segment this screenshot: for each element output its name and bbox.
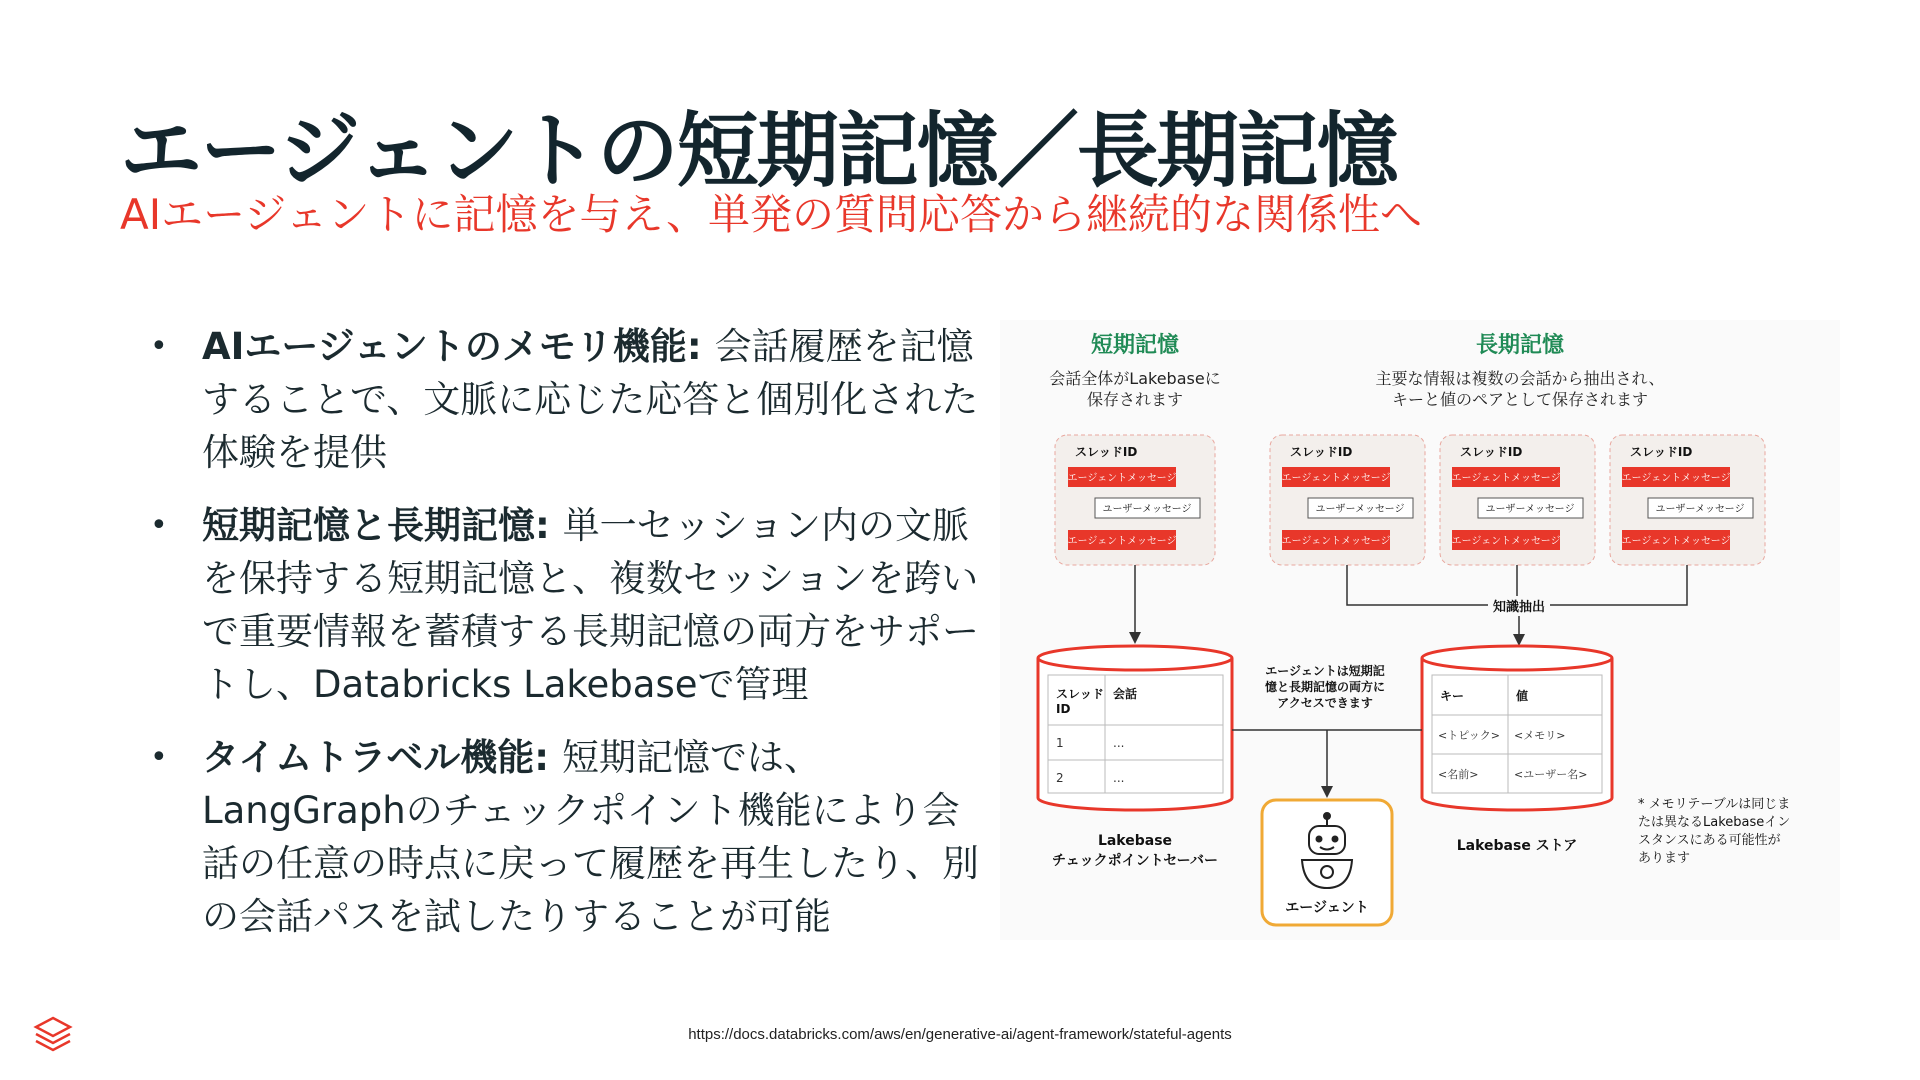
table-cell: 1 xyxy=(1056,736,1064,750)
user-message-label: ユーザーメッセージ xyxy=(1655,504,1745,515)
bullet-list xyxy=(150,320,990,963)
access-note-line: エージェントは短期記 xyxy=(1265,664,1385,678)
long-term-desc-line2: キーと値のペアとして保存されます xyxy=(1391,390,1649,409)
table-header: スレッド xyxy=(1056,687,1104,701)
agent-message-label: エージェントメッセージ xyxy=(1281,536,1391,547)
bullet-dot-icon: • xyxy=(150,740,168,775)
agent-message-label: エージェントメッセージ xyxy=(1621,536,1731,547)
table-header: キー xyxy=(1440,689,1465,703)
long-term-desc-line1: 主要な情報は複数の会話から抽出され、 xyxy=(1375,369,1665,388)
user-message-label: ユーザーメッセージ xyxy=(1315,504,1405,515)
extract-label: 知識抽出 xyxy=(1492,600,1546,615)
table-cell: <トピック> xyxy=(1438,729,1500,742)
checkpoint-name-line2: チェックポイントセーバー xyxy=(1052,853,1218,869)
table-cell: <メモリ> xyxy=(1514,729,1566,742)
footnote-line: * メモリテーブルは同じま xyxy=(1638,797,1791,812)
thread-box-long-term-1 xyxy=(1270,435,1425,565)
table-header: 値 xyxy=(1516,689,1529,703)
bullet-item xyxy=(150,499,990,711)
thread-id-label: スレッドID xyxy=(1460,445,1523,459)
table-cell: 2 xyxy=(1056,771,1064,785)
table-header: ID xyxy=(1056,702,1071,716)
bullet-heading: 短期記憶と長期記憶 xyxy=(202,504,535,547)
footnote-line: スタンスにある可能性が xyxy=(1638,833,1781,848)
table-header: 会話 xyxy=(1113,687,1138,701)
short-term-desc-line2: 保存されます xyxy=(1086,390,1184,409)
table-cell: <名前> xyxy=(1438,768,1479,781)
thread-box-long-term-2 xyxy=(1440,435,1595,565)
footnote-line: たは異なるLakebaseイン xyxy=(1638,815,1791,830)
page-subtitle: AIエージェントに記憶を与え、単発の質問応答から継続的な関係性へ xyxy=(120,190,1422,239)
store-name: Lakebase ストア xyxy=(1456,838,1578,854)
reference-url[interactable]: https://docs.databricks.com/aws/en/generative-ai/agent-framework/stateful-agents xyxy=(688,1026,1232,1043)
user-message-label: ユーザーメッセージ xyxy=(1102,504,1192,515)
agent-message-label: エージェントメッセージ xyxy=(1451,536,1561,547)
agent-message-label: エージェントメッセージ xyxy=(1281,473,1391,484)
bullet-separator: : xyxy=(534,736,562,779)
user-message-label: ユーザーメッセージ xyxy=(1485,504,1575,515)
bullet-dot-icon: • xyxy=(150,508,168,543)
memory-architecture-diagram xyxy=(1000,320,1840,940)
bullet-item xyxy=(150,320,990,479)
access-note-line: アクセスできます xyxy=(1277,696,1373,710)
agent-message-label: エージェントメッセージ xyxy=(1067,536,1177,547)
bullet-text: 単一セッション内の文脈を保持する短期記憶と、複数セッションを跨いで重要情報を蓄積する長期記憶の両方をサポートし、Databricks Lakebaseで管理 xyxy=(202,504,979,706)
thread-id-label: スレッドID xyxy=(1630,445,1693,459)
bullet-item xyxy=(150,731,990,943)
thread-id-label: スレッドID xyxy=(1075,445,1138,459)
long-term-heading: 長期記憶 xyxy=(1475,333,1565,358)
table-cell: <ユーザー名> xyxy=(1514,768,1588,781)
agent-message-label: エージェントメッセージ xyxy=(1451,473,1561,484)
thread-box-short-term xyxy=(1055,435,1215,565)
thread-box-long-term-3 xyxy=(1610,435,1765,565)
bullet-separator: : xyxy=(686,325,715,368)
agent-box xyxy=(1262,800,1392,925)
table-cell: ... xyxy=(1113,771,1125,785)
bullet-text: 短期記憶では、LangGraphのチェックポイント機能により会話の任意の時点に戻って履歴を再生したり、別の会話パスを試したりすることが可能 xyxy=(202,736,979,938)
page-title: エージェントの短期記憶／長期記憶 xyxy=(120,104,1397,199)
bullet-text: 会話履歴を記憶することで、文脈に応じた応答と個別化された体験を提供 xyxy=(202,325,979,474)
thread-id-label: スレッドID xyxy=(1290,445,1353,459)
lakebase-store-database xyxy=(1422,646,1612,810)
bullet-heading: AIエージェントのメモリ機能 xyxy=(202,325,687,368)
bullet-heading: タイムトラベル機能 xyxy=(202,736,535,779)
footnote-line: あります xyxy=(1638,851,1691,866)
short-term-heading: 短期記憶 xyxy=(1090,333,1180,358)
agent-message-label: エージェントメッセージ xyxy=(1621,473,1731,484)
bullet-dot-icon: • xyxy=(150,329,168,364)
checkpoint-name-line1: Lakebase xyxy=(1097,833,1173,849)
short-term-desc-line1: 会話全体がLakebaseに xyxy=(1049,369,1221,388)
agent-message-label: エージェントメッセージ xyxy=(1067,473,1177,484)
table-cell: ... xyxy=(1113,736,1125,750)
access-note-line: 憶と長期記憶の両方に xyxy=(1264,680,1386,694)
agent-label: エージェント xyxy=(1285,900,1369,916)
bullet-separator: : xyxy=(535,504,563,547)
checkpoint-saver-database xyxy=(1038,646,1232,810)
